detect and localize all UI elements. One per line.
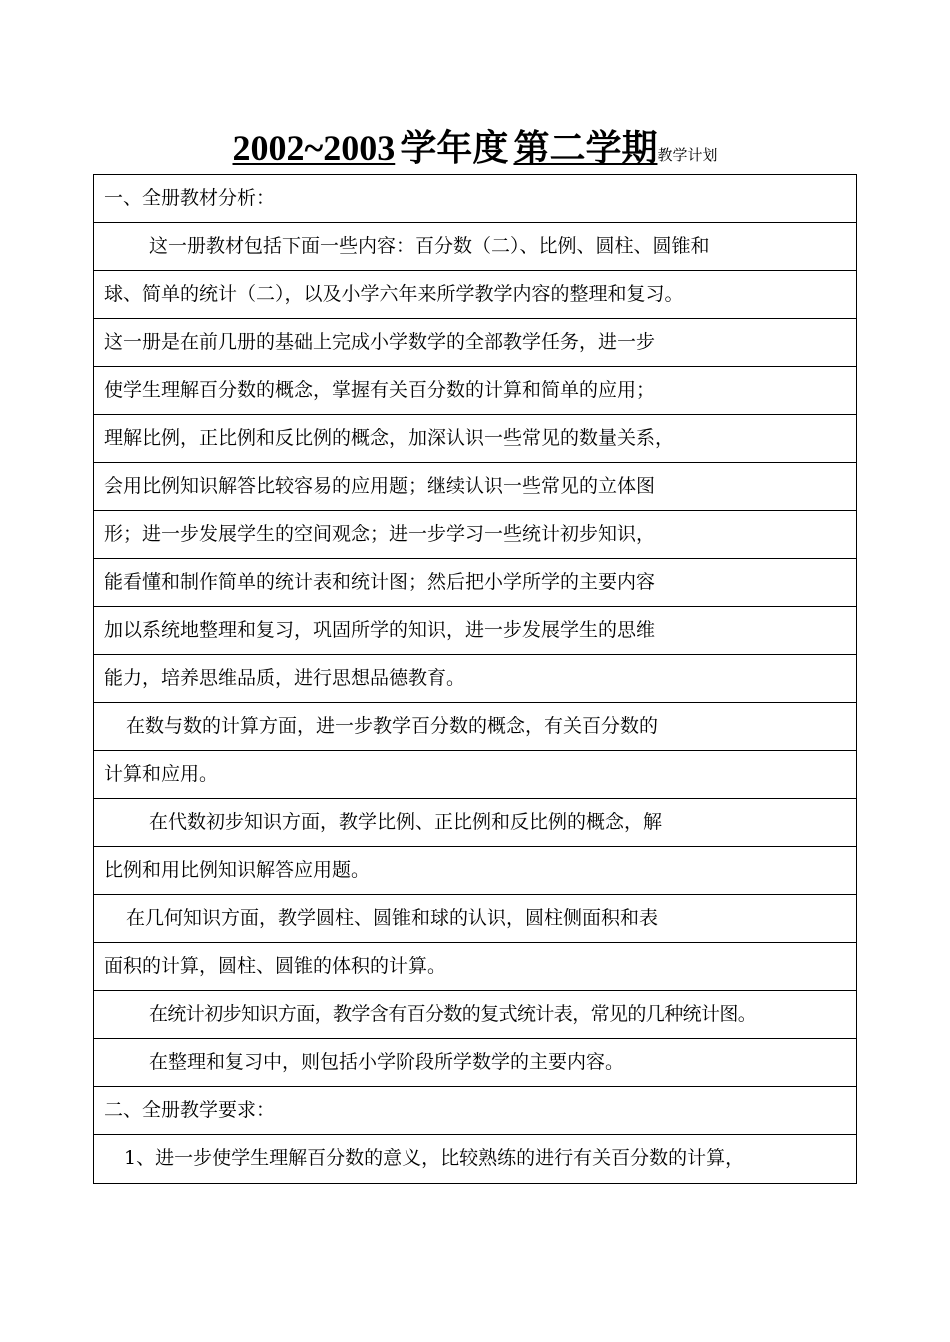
table-row: 二、全册教学要求： <box>94 1087 856 1135</box>
table-row: 面积的计算，圆柱、圆锥的体积的计算。 <box>94 943 856 991</box>
table-row: 形；进一步发展学生的空间观念；进一步学习一些统计初步知识， <box>94 511 856 559</box>
table-row: 这一册教材包括下面一些内容：百分数（二）、比例、圆柱、圆锥和 <box>94 223 856 271</box>
table-row: 在整理和复习中，则包括小学阶段所学数学的主要内容。 <box>94 1039 856 1087</box>
table-row: 一、全册教材分析： <box>94 175 856 223</box>
title-plan-label: 教学计划 <box>657 146 718 164</box>
title-semester: 第二学期 <box>513 128 658 168</box>
table-row: 能看懂和制作简单的统计表和统计图；然后把小学所学的主要内容 <box>94 559 856 607</box>
table-row: 在统计初步知识方面，教学含有百分数的复式统计表，常见的几种统计图。 <box>94 991 856 1039</box>
title-year-label: 学年度 <box>400 128 509 168</box>
table-row: 使学生理解百分数的概念，掌握有关百分数的计算和简单的应用； <box>94 367 856 415</box>
title-years: 2002~2003 <box>232 128 396 168</box>
table-row: 比例和用比例知识解答应用题。 <box>94 847 856 895</box>
table-row: 理解比例，正比例和反比例的概念，加深认识一些常见的数量关系， <box>94 415 856 463</box>
table-row: 计算和应用。 <box>94 751 856 799</box>
table-row: 在数与数的计算方面，进一步教学百分数的概念，有关百分数的 <box>94 703 856 751</box>
table-row: 能力，培养思维品质，进行思想品德教育。 <box>94 655 856 703</box>
table-row: 球、简单的统计（二），以及小学六年来所学教学内容的整理和复习。 <box>94 271 856 319</box>
table-row: 这一册是在前几册的基础上完成小学数学的全部教学任务，进一步 <box>94 319 856 367</box>
table-row: 加以系统地整理和复习，巩固所学的知识，进一步发展学生的思维 <box>94 607 856 655</box>
table-row: 在几何知识方面，教学圆柱、圆锥和球的认识，圆柱侧面积和表 <box>94 895 856 943</box>
table-row: 1、进一步使学生理解百分数的意义，比较熟练的进行有关百分数的计算， <box>124 1147 745 1169</box>
table-row: 会用比例知识解答比较容易的应用题；继续认识一些常见的立体图 <box>94 463 856 511</box>
plan-table <box>93 174 857 1184</box>
table-row: 在代数初步知识方面，教学比例、正比例和反比例的概念，解 <box>94 799 856 847</box>
page-title <box>0 124 950 172</box>
